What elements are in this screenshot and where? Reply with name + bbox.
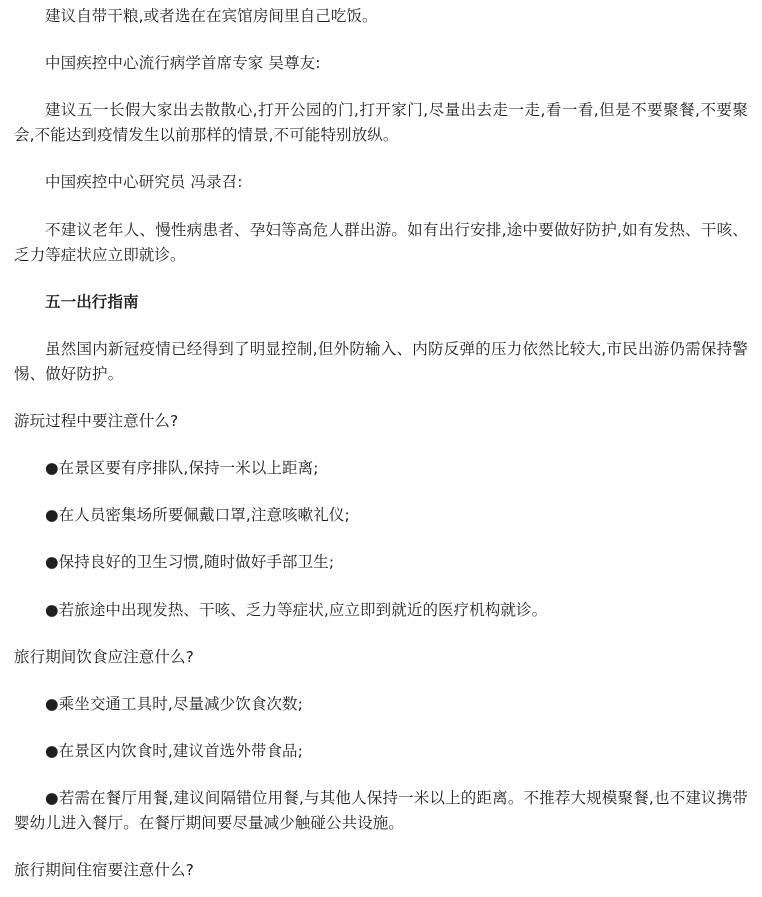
paragraph: 不建议老年人、慢性病患者、孕妇等高危人群出游。如有出行安排,途中要做好防护,如有发热、干咳、乏力等症状应立即就诊。	[14, 220, 748, 264]
paragraph: 中国疾控中心流行病学首席专家 吴尊友:	[45, 54, 321, 73]
paragraph: ●在景区内饮食时,建议首选外带食品;	[45, 741, 303, 760]
paragraph: 建议自带干粮,或者选在在宾馆房间里自己吃饭。	[45, 7, 378, 25]
paragraph: 旅行期间饮食应注意什么?	[14, 647, 194, 666]
paragraph: 虽然国内新冠疫情已经得到了明显控制,但外防输入、内防反弹的压力依然比较大,市民出游仍需保持警惕、做好防护。	[14, 339, 748, 383]
article-body	[0, 4, 762, 883]
paragraph: ●若旅途中出现发热、干咳、乏力等症状,应立即到就近的医疗机构就诊。	[45, 600, 548, 619]
paragraph: 游玩过程中要注意什么?	[14, 412, 179, 431]
paragraph: ●在人员密集场所要佩戴口罩,注意咳嗽礼仪;	[45, 506, 350, 525]
paragraph: ●保持良好的卫生习惯,随时做好手部卫生;	[45, 553, 335, 572]
paragraph: ●乘坐交通工具时,尽量减少饮食次数;	[45, 694, 303, 713]
paragraph: ●在景区要有序排队,保持一米以上距离;	[45, 459, 319, 478]
paragraph: ●若需在餐厅用餐,建议间隔错位用餐,与其他人保持一米以上的距离。不推荐大规模聚餐,也不建议携带婴幼儿进入餐厅。在餐厅期间要尽量减少触碰公共设施。	[14, 788, 748, 833]
paragraph: 建议五一长假大家出去散散心,打开公园的门,打开家门,尽量出去走一走,看一看,但是不要聚餐,不要聚会,不能达到疫情发生以前那样的情景,不可能特别放纵。	[14, 101, 748, 145]
section-heading: 五一出行指南	[45, 292, 139, 311]
paragraph: 中国疾控中心研究员 冯录召:	[45, 173, 243, 192]
paragraph: 旅行期间住宿要注意什么?	[14, 861, 194, 880]
